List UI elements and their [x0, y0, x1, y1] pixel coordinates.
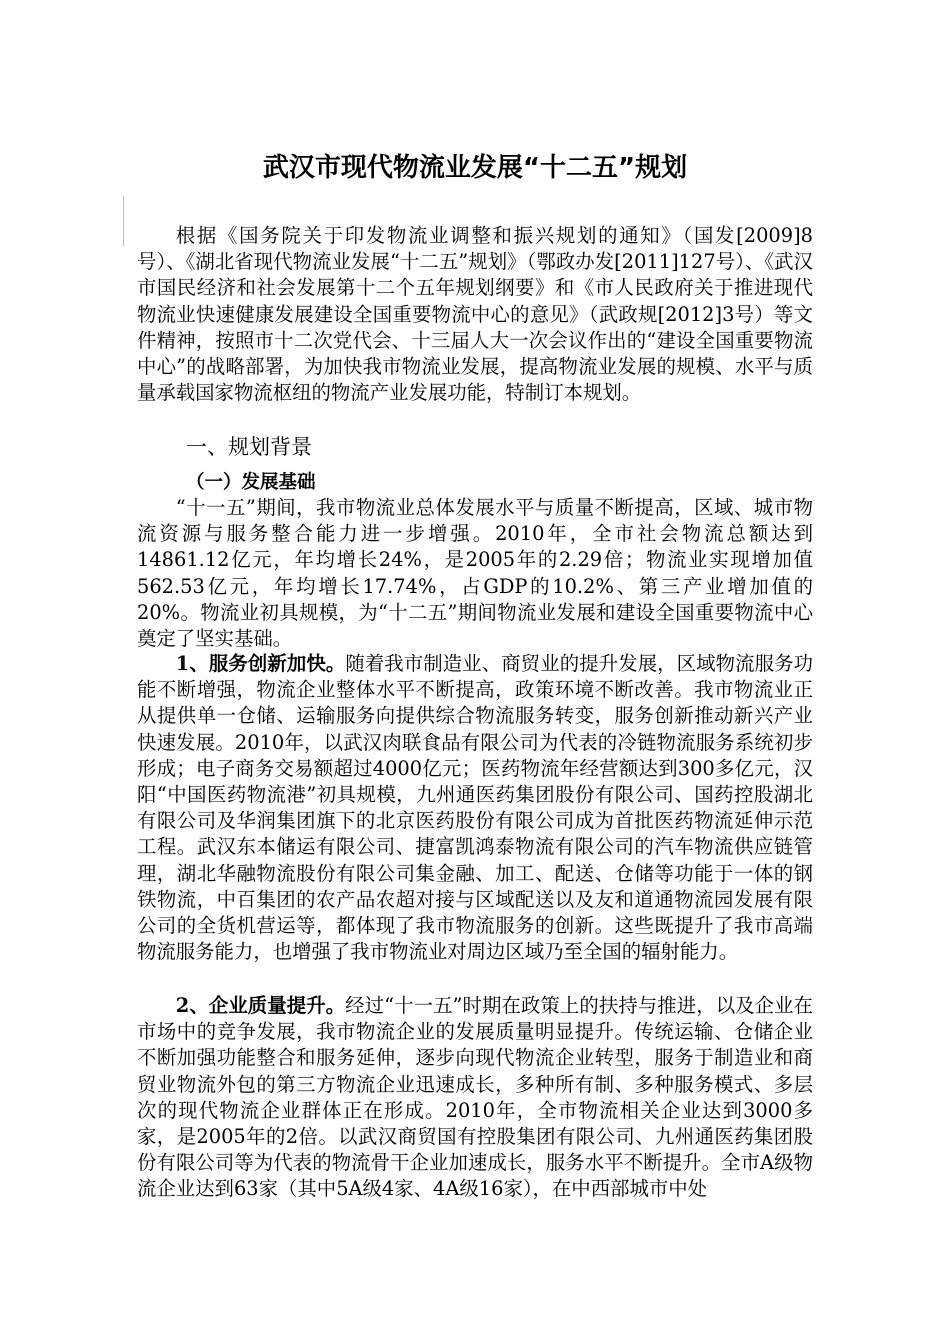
section-heading: 一、规划背景 [186, 435, 312, 459]
enterprise-quality-body: 经过“十一五”时期在政策上的扶持与推进，以及企业在市场中的竞争发展，我市物流企业的发展质量明显提升。传统运输、仓储企业不断加强功能整合和服务延伸，逐步向现代物流企业转型，服务于制造业和商贸业物流外包的第三方物流企业迅速成长，多种所有制、多种服务模式、多层次的现代物流企业群体正在形成。2010年，全市物流相关企业达到3000多家，是2005年的2倍。以武汉商贸国有控股集团有限公司、九州通医药集团股份有限公司等为代表的物流骨干企业加速成长，服务水平不断提升。全市A级物流企业达到63家（其中5A级4家、4A级16家），在中西部城市中处 [137, 994, 813, 1201]
document-title: 武汉市现代物流业发展“十二五”规划 [262, 153, 688, 183]
enterprise-quality-paragraph [137, 993, 813, 1203]
development-basis-paragraph: “十一五”期间，我市物流业总体发展水平与质量不断提高，区域、城市物流资源与服务整合能力进一步增强。2010年，全市社会物流总额达到14861.12亿元，年均增长24%，是2005年的2.29倍；物流业实现增加值562.53亿元，年均增长17.74%，占GDP的10.2%、第三产业增加值的20%。物流业初具规模，为“十二五”期间物流业发展和建设全国重要物流中心奠定了坚实基础。 [137, 496, 813, 651]
service-innovation-lead: 1、服务创新加快。 [175, 652, 346, 675]
margin-line [123, 196, 124, 246]
enterprise-quality-lead: 2、企业质量提升。 [175, 994, 346, 1017]
service-innovation-body: 随着我市制造业、商贸业的提升发展，区域物流服务功能不断增强，物流企业整体水平不断提高，政策环境不断改善。我市物流业正从提供单一仓储、运输服务向提供综合物流服务转变，服务创新推动新兴产业快速发展。2010年，以武汉肉联食品有限公司为代表的冷链物流服务系统初步形成；电子商务交易额超过4000亿元；医药物流年经营额达到300多亿元，汉阳“中国医药物流港”初具规模，九州通医药集团股份有限公司、国药控股湖北有限公司及华润集团旗下的北京医药股份有限公司成为首批医药物流延伸示范工程。武汉东本储运有限公司、捷富凯鸿泰物流有限公司的汽车物流供应链管理，湖北华融物流股份有限公司集金融、加工、配送、仓储等功能于一体的钢铁物流，中百集团的农产品农超对接与区域配送以及友和道通物流园发展有限公司的全货机营运等，都体现了我市物流服务的创新。这些既提升了我市高端物流服务能力，也增强了我市物流业对周边区域乃至全国的辐射能力。 [137, 652, 814, 964]
service-innovation-paragraph [137, 651, 813, 965]
intro-paragraph: 根据《国务院关于印发物流业调整和振兴规划的通知》（国发[2009]8号）、《湖北省现代物流业发展“十二五”规划》（鄂政办发[2011]127号）、《武汉市国民经济和社会发展第十二个五年规划纲要》和《市人民政府关于推进现代物流业快速健康发展建设全国重要物流中心的意见》（武政规[2012]3号）等文件精神，按照市十二次党代会、十三届人大一次会议作出的“建设全国重要物流中心”的战略部署，为加快我市物流业发展，提高物流业发展的规模、水平与质量承载国家物流枢纽的物流产业发展功能，特制订本规划。 [137, 224, 813, 405]
subsection-heading: （一）发展基础 [186, 472, 316, 493]
